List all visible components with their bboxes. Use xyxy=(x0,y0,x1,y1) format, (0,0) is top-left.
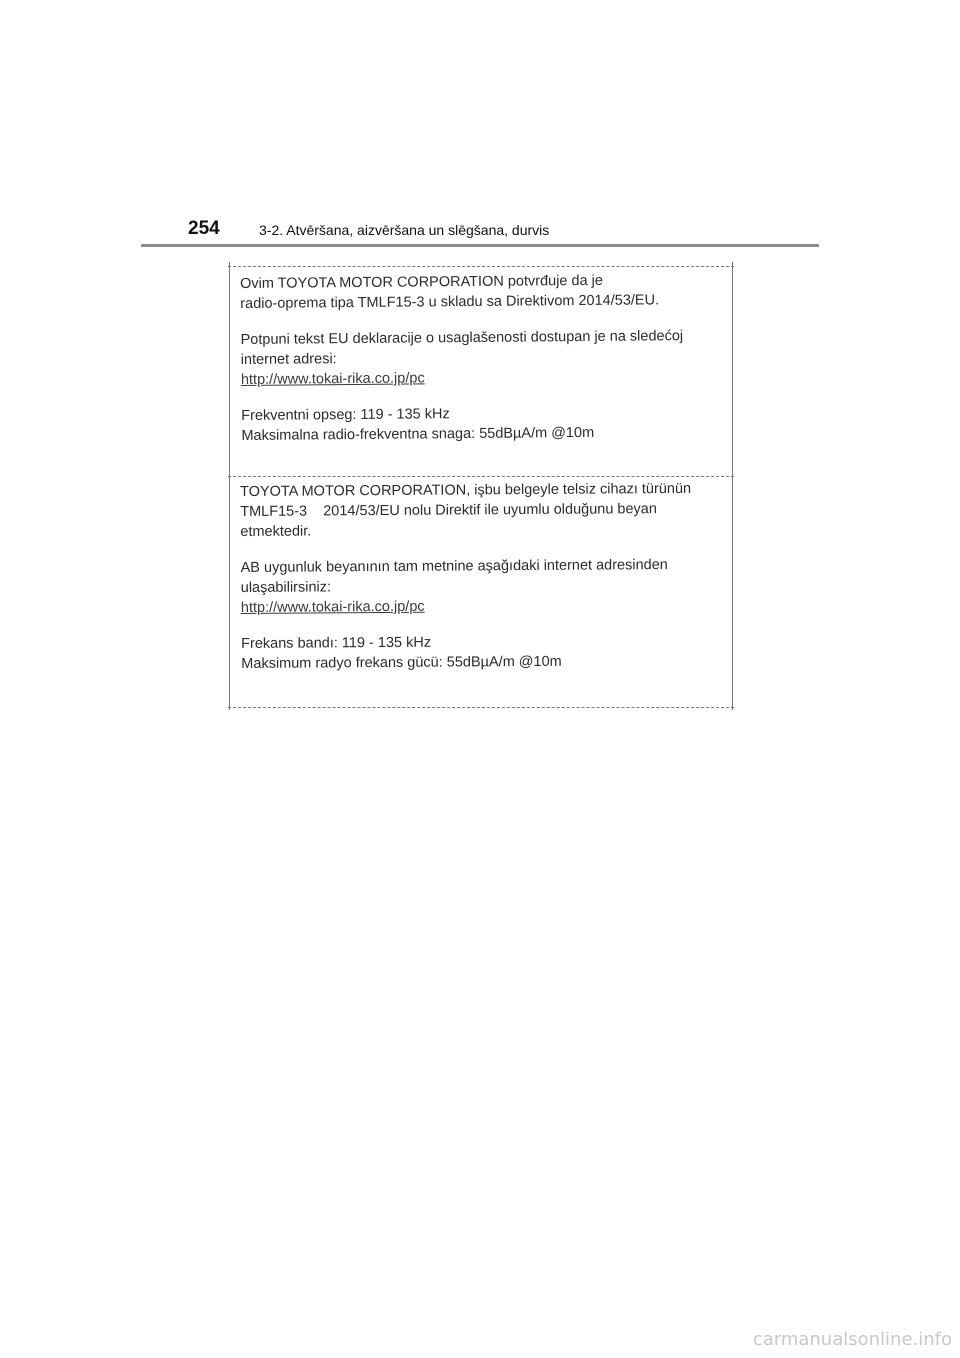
watermark: carmanualsonline.info xyxy=(752,1329,952,1350)
page-number: 254 xyxy=(188,218,220,239)
serbian-power: Maksimalna radio-frekventna snaga: 55dBµA/m @10m xyxy=(241,424,595,444)
serbian-line-1: Ovim TOYOTA MOTOR CORPORATION potvrđuje da je xyxy=(240,272,604,292)
serbian-line-2: radio-oprema tipa TMLF15-3 u skladu sa Direktivom 2014/53/EU. xyxy=(240,292,660,312)
serbian-link[interactable]: http://www.tokai-rika.co.jp/pc xyxy=(240,370,425,388)
declaration-scan xyxy=(229,262,733,710)
serbian-line-3: Potpuni tekst EU deklaracije o usaglašenosti dostupan je na sledećoj xyxy=(240,328,684,348)
serbian-declaration xyxy=(240,270,727,446)
turkish-line-1: TOYOTA MOTOR CORPORATION, işbu belgeyle telsiz cihazı türünün xyxy=(240,480,692,500)
serbian-line-4: internet adresi: xyxy=(240,351,337,368)
page-header xyxy=(141,214,819,246)
turkish-link[interactable]: http://www.tokai-rika.co.jp/pc xyxy=(240,598,425,616)
turkish-declaration xyxy=(240,479,727,674)
bottom-dashed-border xyxy=(228,707,734,708)
turkish-line-2: TMLF15-3 2014/53/EU nolu Direktif ile uyumlu olduğunu beyan xyxy=(240,501,657,520)
header-rule xyxy=(141,244,819,247)
turkish-line-3: etmektedir. xyxy=(240,523,312,540)
turkish-power: Maksimum radyo frekans gücü: 55dBµA/m @10m xyxy=(241,653,562,672)
turkish-line-4: AB uygunluk beyanının tam metnine aşağıdaki internet adresinden xyxy=(240,557,668,576)
turkish-frequency: Frekans bandı: 119 - 135 kHz xyxy=(241,634,432,652)
middle-dashed-border xyxy=(228,476,734,477)
top-dashed-border xyxy=(228,266,734,267)
serbian-frequency: Frekventni opseg: 119 - 135 kHz xyxy=(241,406,450,424)
turkish-line-5: ulaşabilirsiniz: xyxy=(240,579,332,596)
section-title: 3-2. Atvēršana, aizvēršana un slēgšana, durvis xyxy=(259,222,550,238)
